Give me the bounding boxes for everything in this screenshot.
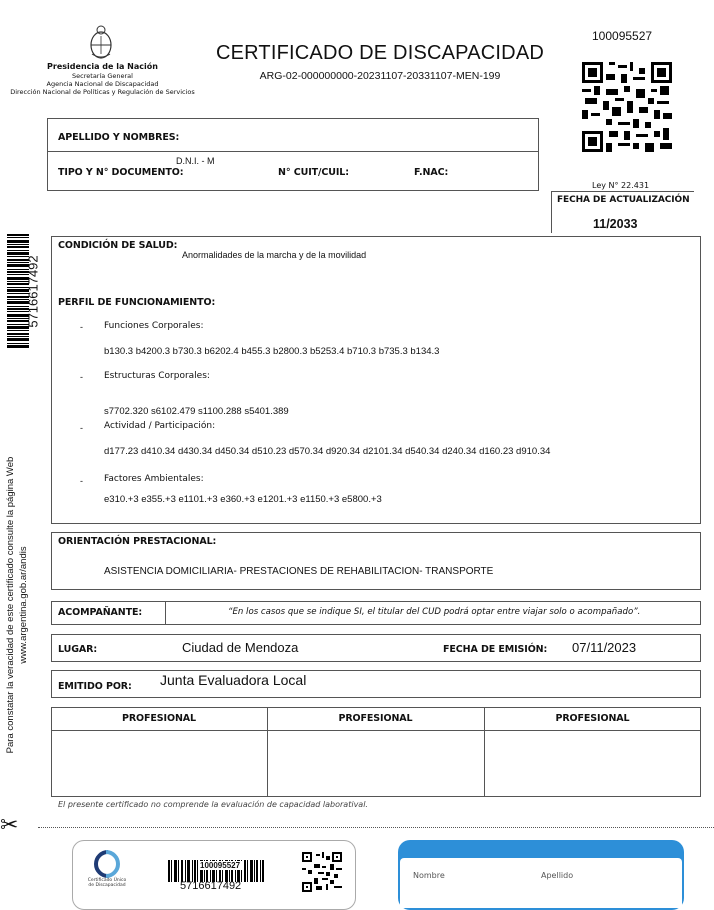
agencia: Agencia Nacional de Discapacidad	[46, 80, 159, 88]
bullet-dash: -	[80, 423, 83, 433]
bullet-dash: -	[80, 476, 83, 486]
orientation-label: ORIENTACIÓN PRESTACIONAL:	[58, 536, 217, 547]
card-back-inner	[400, 858, 682, 908]
cuit-label: N° CUIT/CUIL:	[278, 167, 349, 178]
orientation-value: ASISTENCIA DOMICILIARIA- PRESTACIONES DE REHABILITACION- TRANSPORTE	[104, 566, 494, 577]
issued-by-box	[51, 670, 701, 698]
issuer-block	[0, 62, 205, 96]
issue-date-value: 07/11/2023	[572, 640, 637, 655]
professional-header-1: PROFESIONAL	[121, 713, 197, 724]
place-label: LUGAR:	[58, 644, 98, 655]
secretaria: Secretaría General	[72, 72, 133, 80]
side-barcode-number: 5716617492	[25, 255, 41, 328]
activity-label: Actividad / Participación:	[104, 421, 216, 431]
footer-note: El presente certificado no comprende la evaluación de capacidad laboratival.	[58, 800, 368, 809]
national-emblem	[88, 24, 114, 60]
verify-link[interactable]: www.argentina.gob.ar/andis	[18, 546, 29, 664]
presidency-title: Presidencia de la Nación	[47, 62, 158, 71]
environment-factors-codes: e310.+3 e355.+3 e1101.+3 e360.+3 e1201.+3 e1150.+3 e5800.+3	[104, 494, 382, 505]
birthdate-label: F.NAC:	[414, 167, 449, 178]
document-label: TIPO Y N° DOCUMENTO:	[58, 167, 184, 178]
companion-label: ACOMPAÑANTE:	[58, 607, 143, 618]
bullet-dash: -	[80, 322, 83, 332]
document-title: CERTIFICADO DE DISCAPACIDAD	[215, 42, 545, 64]
cud-logo-line-1: Certificado Único	[87, 878, 127, 883]
divider	[165, 601, 166, 625]
card-barcode-top-number: 100095527	[200, 861, 241, 870]
qr-code	[582, 62, 672, 152]
issued-by-value: Junta Evaluadora Local	[160, 672, 307, 688]
profile-label: PERFIL DE FUNCIONAMIENTO:	[58, 297, 216, 308]
verify-line-1: Para constatar la veracidad de este certificado consulte la página Web	[5, 456, 16, 754]
activity-codes: d177.23 d410.34 d430.34 d450.34 d510.23 d570.34 d920.34 d2101.34 d540.34 d240.34 d160.23 d910.34	[104, 446, 551, 457]
certificate-code: ARG-02-000000000-20231107-20331107-MEN-199	[259, 70, 501, 82]
body-structures-codes: s7702.320 s6102.479 s1100.288 s5401.389	[104, 406, 289, 417]
condition-value: Anormalidades de la marcha y de la movilidad	[182, 250, 367, 260]
divider	[47, 151, 539, 152]
cud-logo-icon	[92, 850, 122, 878]
direccion: Dirección Nacional de Políticas y Regulación de Servicios	[10, 88, 195, 96]
issued-by-label: EMITIDO POR:	[58, 681, 132, 692]
professional-header-2: PROFESIONAL	[338, 713, 413, 724]
divider	[51, 730, 701, 731]
body-structures-label: Estructuras Corporales:	[104, 371, 210, 381]
cud-logo-line-2: de Discapacidad	[88, 883, 126, 888]
name-label: APELLIDO Y NOMBRES:	[58, 132, 180, 143]
place-value: Ciudad de Mendoza	[182, 640, 299, 655]
corporal-functions-codes: b130.3 b4200.3 b730.3 b6202.4 b455.3 b2800.3 b5253.4 b710.3 b735.3 b134.3	[104, 346, 440, 357]
card-barcode-number: 5716617492	[180, 880, 242, 892]
environment-factors-label: Factores Ambientales:	[104, 474, 204, 484]
law-reference: Ley N° 22.431	[592, 181, 650, 190]
verify-text	[4, 435, 30, 775]
certificate-number: 100095527	[592, 29, 653, 43]
companion-note: “En los casos que se indique SI, el titular del CUD podrá optar entre viajar solo o acompañado”.	[228, 607, 641, 617]
professional-header-3: PROFESIONAL	[555, 713, 630, 724]
corporal-functions-label: Funciones Corporales:	[104, 321, 204, 331]
issue-date-label: FECHA DE EMISIÓN:	[443, 644, 548, 655]
card-name-label: Nombre	[413, 871, 445, 880]
update-date-label: FECHA DE ACTUALIZACIÓN	[557, 195, 690, 205]
identity-box	[47, 118, 539, 191]
card-surname-label: Apellido	[541, 871, 574, 880]
cut-line	[38, 827, 714, 828]
card-qr-code	[302, 852, 342, 892]
update-date-value: 11/2033	[593, 217, 638, 231]
scissors-icon: ✂	[0, 812, 19, 837]
cud-logo-text	[84, 878, 130, 888]
document-type: D.N.I. - M	[176, 156, 215, 166]
bullet-dash: -	[80, 372, 83, 382]
condition-label: CONDICIÓN DE SALUD:	[58, 240, 178, 251]
